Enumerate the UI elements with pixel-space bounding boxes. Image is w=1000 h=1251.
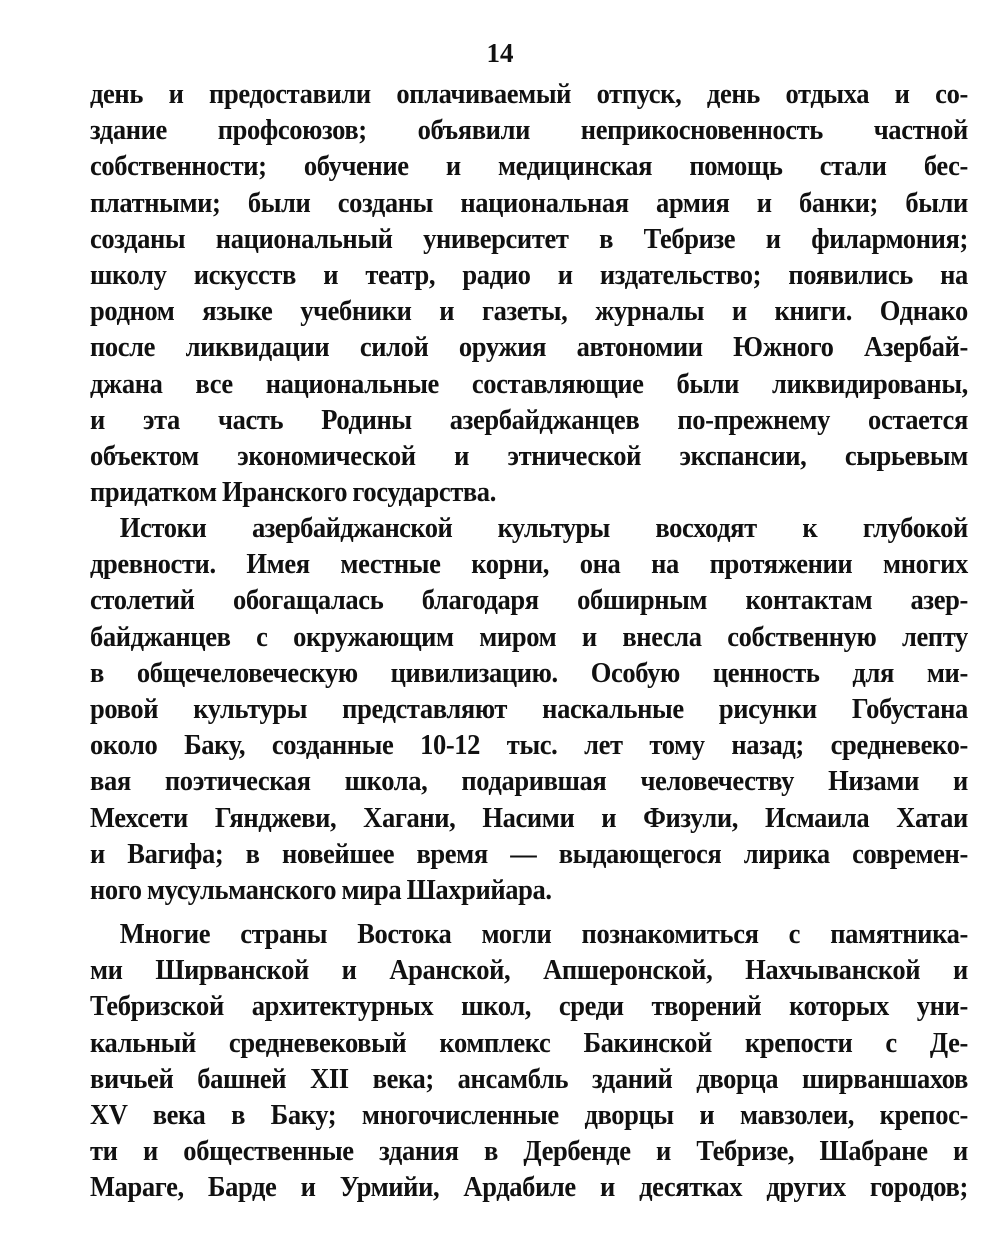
text-line: вичьей башней XII века; ансамбль зданий дворца ширваншахов <box>90 1063 968 1095</box>
text-line: столетий обогащалась благодаря обширным контактам азер- <box>90 585 968 617</box>
text-line: школу искусств и театр, радио и издательство; появились на <box>90 259 968 291</box>
text-line: ного мусульманского мира Шахрийара. <box>90 874 552 906</box>
text-line: Многие страны Востока могли познакомиться с памятника- <box>119 919 968 950</box>
text-line: созданы национальный университет в Тебризе и филармония; <box>90 223 968 255</box>
text-line: и Вагифа; в новейшее время — выдающегося лирика современ- <box>90 838 968 870</box>
text-line: ровой культуры представляют наскальные рисунки Гобустана <box>90 693 968 725</box>
text-line: байджанцев с окружающим миром и внесла собственную лепту <box>90 621 968 653</box>
text-line: в общечеловеческую цивилизацию. Особую ценность для ми- <box>90 657 968 689</box>
text-run: восходят к глубокой <box>609 513 968 544</box>
text-line: вая поэтическая школа, подарившая человечеству Низами и <box>90 766 968 798</box>
text-line: Тебризской архитектурных школ, среди творений которых уни- <box>90 991 968 1023</box>
text-run: Истоки <box>119 513 252 544</box>
text-line: и эта часть Родины азербайджанцев по-прежнему остается <box>90 404 968 436</box>
text-line: кальный средневековый комплекс Бакинской крепости с Де- <box>90 1027 968 1059</box>
page-number: 14 <box>486 38 514 68</box>
text-line: собственности; обучение и медицинская помощь стали бес- <box>90 151 968 183</box>
paragraph-1 <box>90 77 968 511</box>
text-line: объектом экономической и этнической экспансии, сырьевым <box>90 440 968 472</box>
emphasized-term: азербайджанской культуры <box>251 513 610 544</box>
text-line: после ликвидации силой оружия автономии Южного Азербай- <box>90 332 968 364</box>
text-line: день и предоставили оплачиваемый отпуск, день отдыха и со- <box>90 79 968 110</box>
text-line: придатком Иранского государства. <box>90 477 496 509</box>
text-line: Мехсети Гянджеви, Хагани, Насими и Физули, Исмаила Хатаи <box>90 802 968 834</box>
paragraph-2 <box>90 511 968 909</box>
text-line-first <box>90 511 968 547</box>
text-line: джана все национальные составляющие были ликвидированы, <box>90 368 968 400</box>
text-line: родном языке учебники и газеты, журналы и книги. Однако <box>90 296 968 328</box>
text-line: ти и общественные здания в Дербенде и Тебризе, Шабране и <box>90 1136 968 1168</box>
text-line: Мараге, Барде и Урмийи, Ардабиле и десятках других городов; <box>90 1172 968 1204</box>
text-line: XV века в Баку; многочисленные дворцы и мавзолеи, крепос- <box>90 1099 968 1131</box>
text-line: ми Ширванской и Аранской, Апшеронской, Нахчыванской и <box>90 955 968 987</box>
text-line: платными; были созданы национальная армия и банки; были <box>90 187 968 219</box>
text-line: около Баку, созданные 10-12 тыс. лет тому назад; средневеко- <box>90 730 968 762</box>
paragraph-3 <box>90 917 968 1207</box>
text-line: здание профсоюзов; объявили неприкосновенность частной <box>90 115 968 147</box>
text-line: древности. Имея местные корни, она на протяжении многих <box>90 549 968 581</box>
